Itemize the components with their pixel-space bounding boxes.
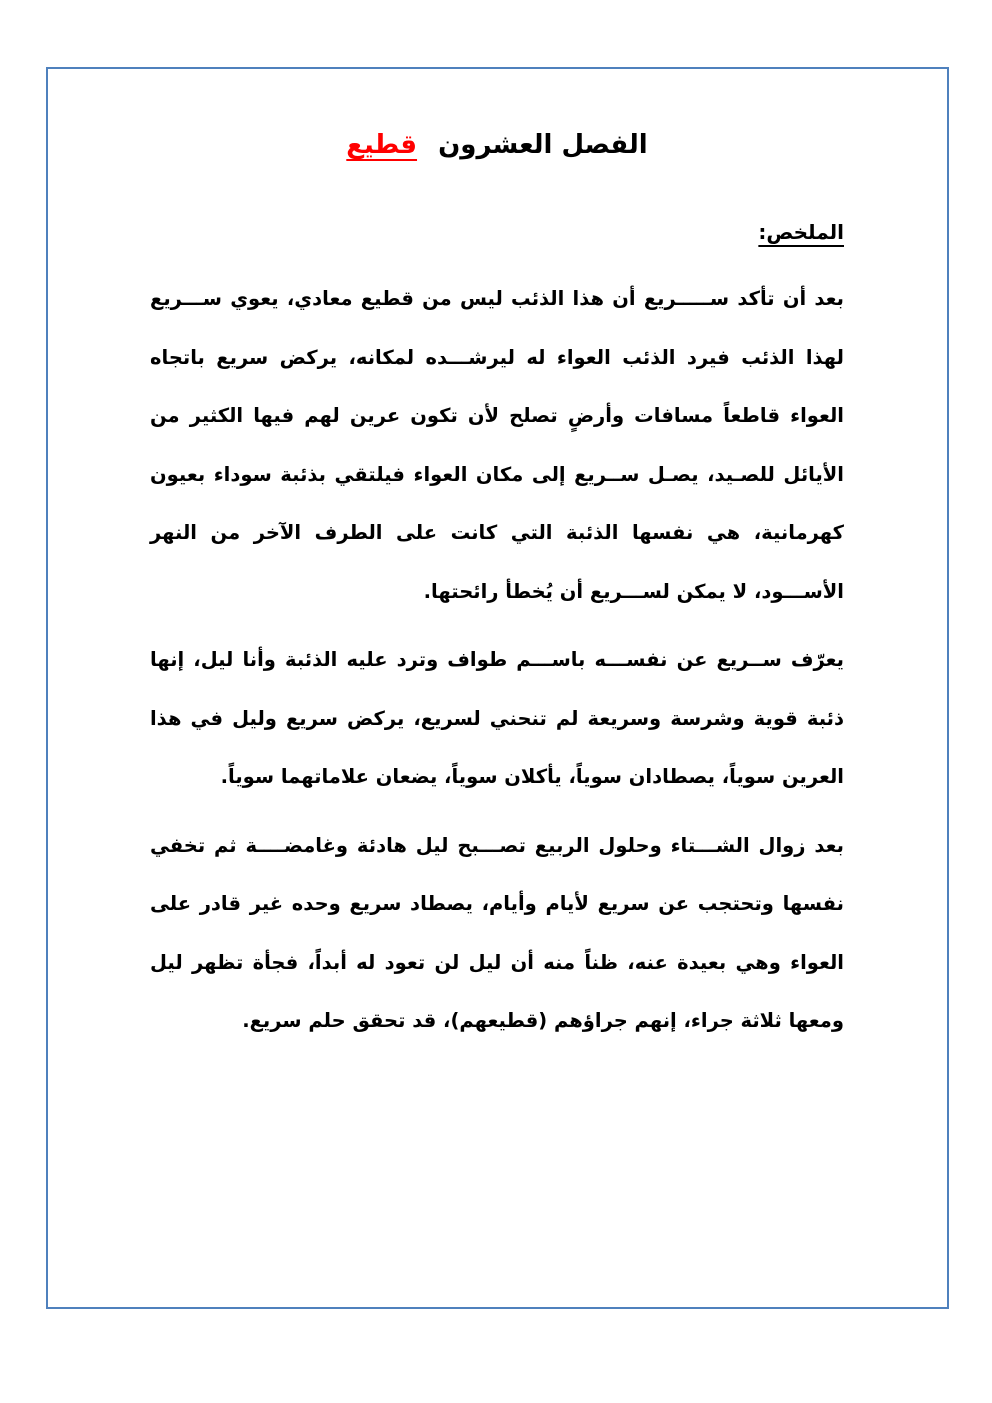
chapter-name: قطيع: [346, 130, 418, 160]
paragraph-1: بعد أن تأكد ســـــريع أن هذا الذئب ليس من قطيع معادي، يعوي ســـريع لهذا الذئب فيرد الذئب العواء له ليرشـــده لمكانه، يركض سريع باتجاه العواء قاطعاً مسافات وأرضٍ تصلح لأن تكون عرين لهم فيها الكثير من الأيائل للصـيد، يصـل ســريع إلى مكان العواء فيلتقي بذئبة سوداء بعيون كهرمانية، هي نفسها الذئبة التي كانت على الطرف الآخر من النهر الأســـود، لا يمكن لســـريع أن يُخطأ رائحتها.: [150, 287, 844, 603]
paragraph-3: بعد زوال الشـــتاء وحلول الربيع تصـــبح ليل هادئة وغامضــــة ثم تخفي نفسها وتحتجب عن سريع لأيام وأيام، يصطاد سريع وحده غير قادر على العواء وهي بعيدة عنه، ظناً منه أن ليل لن تعود له أبداً، فجأة تظهر ليل ومعها ثلاثة جراء، إنهم جراؤهم (قطيعهم)، قد تحقق حلم سريع.: [150, 833, 844, 1032]
chapter-number: الفصل العشرون: [438, 130, 648, 160]
document-body: [150, 118, 844, 1061]
page-title: [150, 118, 844, 172]
summary-heading: الملخص:: [758, 220, 844, 244]
paragraph-2: يعرّف ســريع عن نفســـه باســـم طواف وترد عليه الذئبة وأنا ليل، إنها ذئبة قوية وشرسة وسريعة لم تنحني لسريع، يركض سريع وليل في هذا العرين سوياً، يصطادان سوياً، يأكلان سوياً، يضعان علاماتهما سوياً.: [150, 648, 844, 788]
